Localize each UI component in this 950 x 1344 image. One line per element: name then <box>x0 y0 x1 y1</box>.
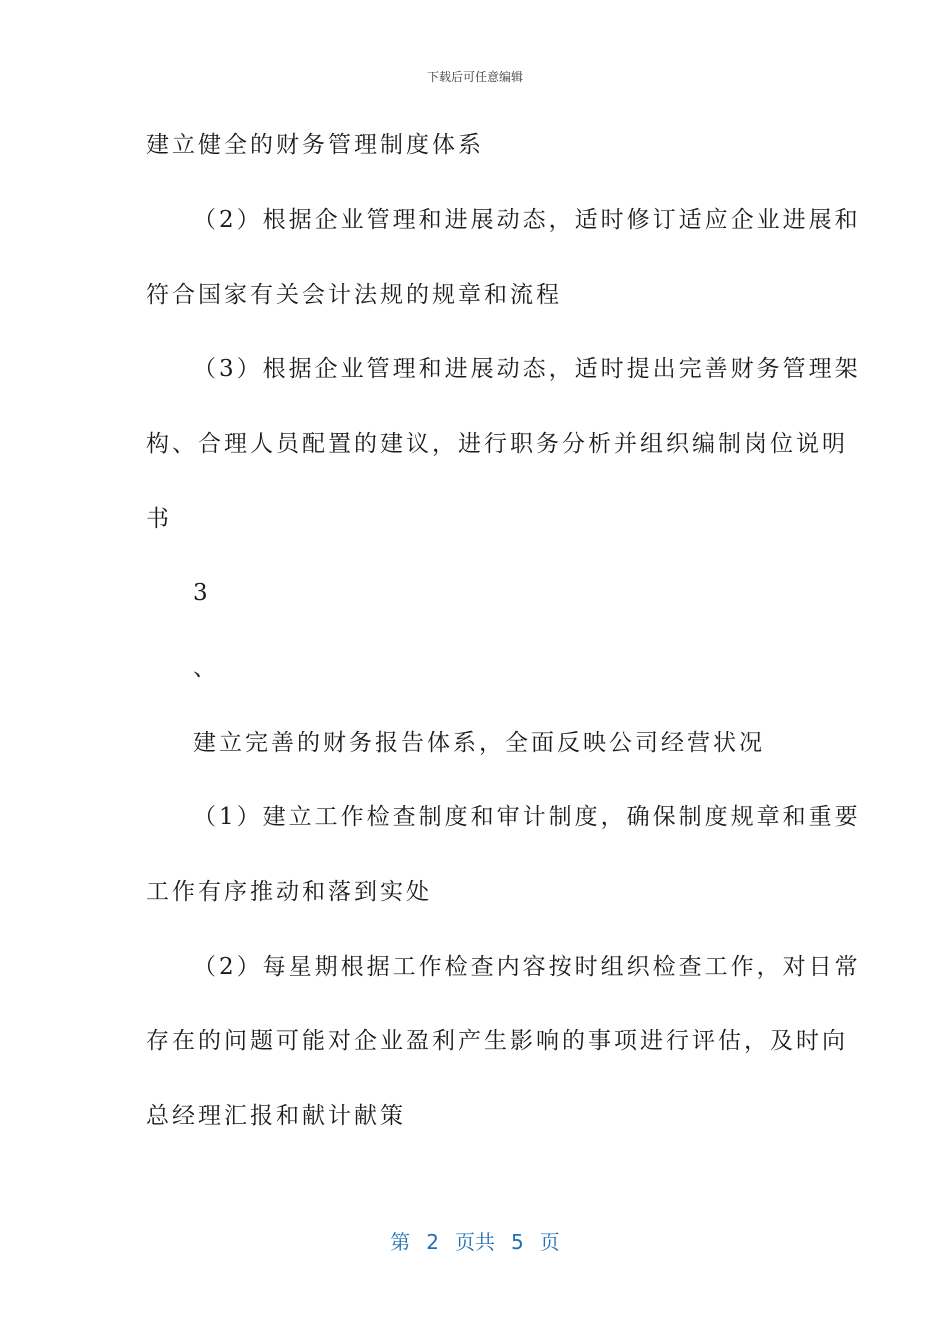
text-line: 符合国家有关会计法规的规章和流程 <box>146 282 562 308</box>
footer-suffix: 页 <box>539 1230 560 1254</box>
text-line: 、 <box>193 655 219 681</box>
text-line: 存在的问题可能对企业盈利产生影响的事项进行评估，及时向 <box>146 1028 848 1054</box>
text-line: 建立健全的财务管理制度体系 <box>146 132 484 158</box>
page-footer <box>0 1226 950 1255</box>
header-note: 下载后可任意编辑 <box>426 70 523 84</box>
text-line: 书 <box>146 506 172 532</box>
text-line: 总经理汇报和献计献策 <box>146 1103 406 1129</box>
text-line: （2）根据企业管理和进展动态，适时修订适应企业进展和 <box>193 207 861 233</box>
text-line: （3）根据企业管理和进展动态，适时提出完善财务管理架 <box>193 356 861 382</box>
text-line: （2）每星期根据工作检查内容按时组织检查工作，对日常 <box>193 954 861 980</box>
footer-page-number: 2 <box>426 1230 439 1254</box>
text-line: 工作有序推动和落到实处 <box>146 879 432 905</box>
text-line: 建立完善的财务报告体系，全面反映公司经营状况 <box>193 730 765 756</box>
text-line: 构、合理人员配置的建议，进行职务分析并组织编制岗位说明 <box>146 431 848 457</box>
footer-prefix: 第 <box>390 1230 411 1254</box>
footer-total-pages: 5 <box>511 1230 524 1254</box>
text-line: （1）建立工作检查制度和审计制度，确保制度规章和重要 <box>193 804 861 830</box>
footer-middle: 页共 <box>455 1230 495 1254</box>
text-line: 3 <box>193 580 211 606</box>
